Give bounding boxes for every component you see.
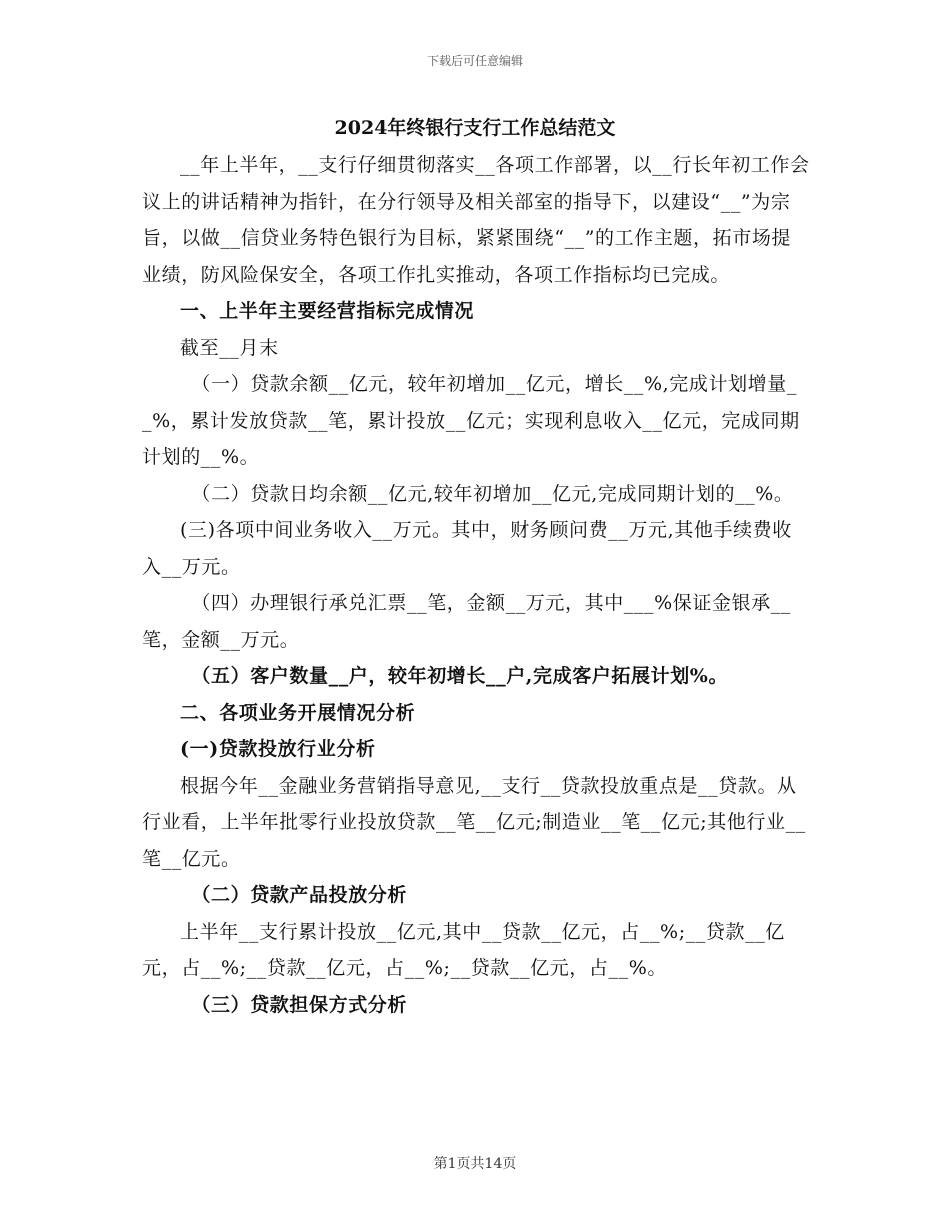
- subsection-heading: （三）贷款担保方式分析: [191, 993, 407, 1016]
- customer-count-paragraph: （五）客户数量__户，较年初增长__户,完成客户拓展计划%。: [191, 665, 729, 687]
- subsection-heading: （二）贷款产品投放分析: [191, 884, 407, 906]
- body-paragraph: 上半年__支行累计投放__亿元,其中__贷款__亿元，占__%;__贷款__亿元，占__%;__贷款__亿元，占__%;__贷款__亿元，占__%。: [142, 920, 785, 979]
- page-number: 第1页共14页: [433, 1156, 517, 1172]
- section-heading-1: 一、上半年主要经营指标完成情况: [180, 300, 475, 322]
- subsection-heading: (一)贷款投放行业分析: [180, 738, 376, 760]
- section-heading-2: 二、各项业务开展情况分析: [180, 701, 416, 724]
- body-paragraph: （一）贷款余额__亿元，较年初增加__亿元，增长__%,完成计划增量__%，累计发放贷款__笔，累计投放__亿元；实现利息收入__亿元，完成同期计划的__%。: [142, 373, 800, 468]
- body-paragraph: (三)各项中间业务收入__万元。其中，财务顾问费__万元,其他手续费收入__万元。: [142, 519, 792, 578]
- document-title: 2024年终银行支行工作总结范文: [334, 117, 616, 139]
- body-paragraph: （四）办理银行承兑汇票__笔，金额__万元，其中___%保证金银承__笔，金额__万元。: [142, 592, 791, 651]
- body-paragraph: 根据今年__金融业务营销指导意见,__支行__贷款投放重点是__贷款。从行业看，上半年批零行业投放贷款__笔__亿元;制造业__笔__亿元;其他行业__笔__亿元。: [142, 774, 806, 870]
- body-paragraph: 截至__月末: [180, 336, 279, 359]
- body-paragraph: （二）贷款日均余额__亿元,较年初增加__亿元,完成同期计划的__%。: [191, 482, 794, 505]
- download-note: 下载后可任意编辑: [426, 54, 523, 68]
- document-body: [142, 147, 810, 1023]
- intro-paragraph: __年上半年，__支行仔细贯彻落实__各项工作部署，以__行长年初工作会议上的讲话精神为指针，在分行领导及相关部室的指导下，以建设“__”为宗旨，以做__信贷业务特色银行为目标，紧紧围绕“__”的工作主题，拓市场提业绩，防风险保安全，各项工作扎实推动，各项工作指标均已完成。: [142, 154, 810, 286]
